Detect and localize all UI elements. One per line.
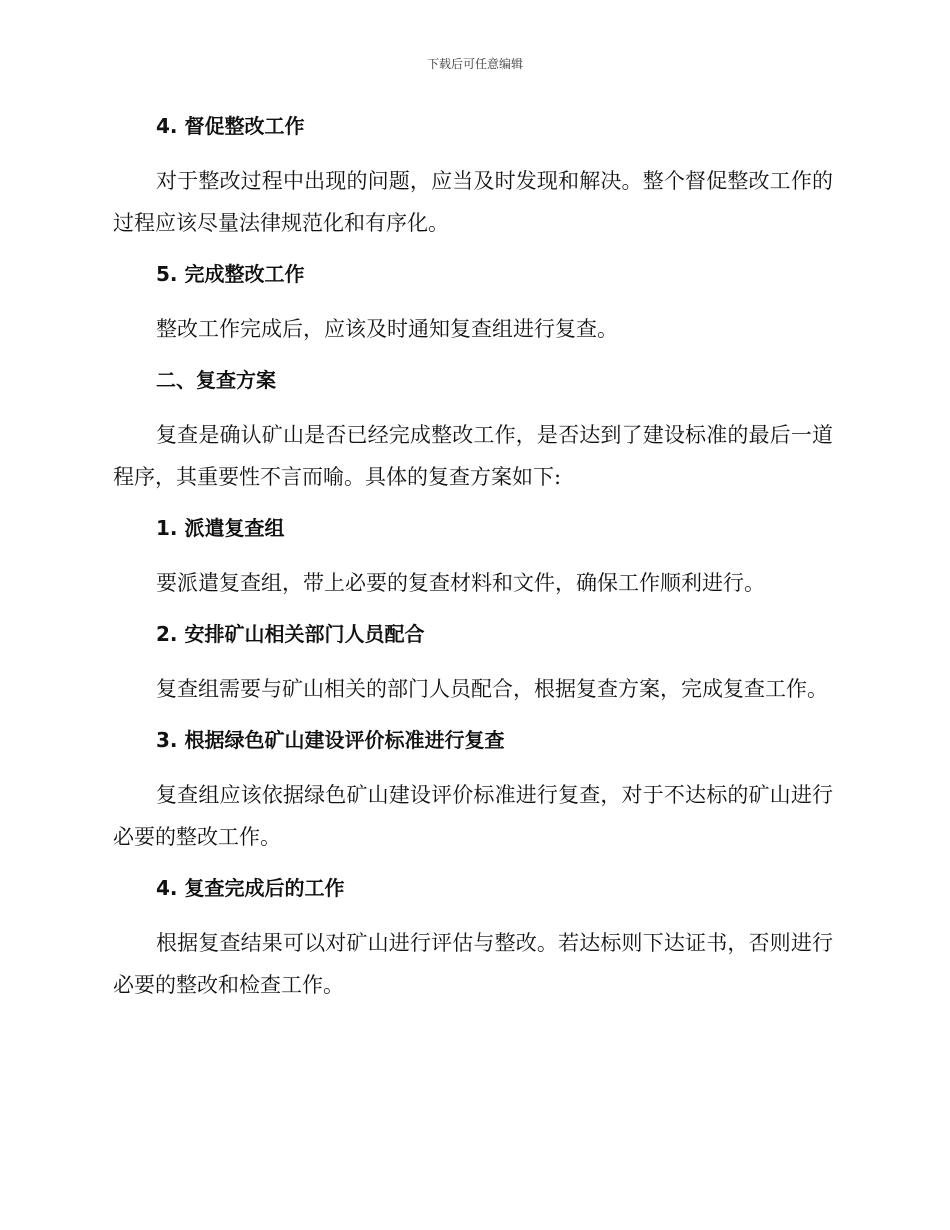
- paragraph-supervise-rectification: 对于整改过程中出现的问题，应当及时发现和解决。整个督促整改工作的过程应该尽量法律规范化和有序化。: [113, 169, 833, 235]
- heading-review-plan: 二、复查方案: [156, 368, 276, 392]
- paragraph-review-by-standard: 复查组应该依据绿色矿山建设评价标准进行复查，对于不达标的矿山进行必要的整改工作。: [113, 783, 833, 849]
- page-header: 下载后可任意编辑: [426, 57, 523, 71]
- paragraph-post-review-work: 根据复查结果可以对矿山进行评估与整改。若达标则下达证书，否则进行必要的整改和检查工作。: [113, 931, 833, 997]
- paragraph-review-plan: 复查是确认矿山是否已经完成整改工作，是否达到了建设标准的最后一道程序，其重要性不言而喻。具体的复查方案如下:: [113, 423, 833, 489]
- paragraph-complete-rectification: 整改工作完成后，应该及时通知复查组进行复查。: [156, 317, 618, 341]
- heading-complete-rectification: 5. 完成整改工作: [156, 262, 305, 286]
- heading-supervise-rectification: 4. 督促整改工作: [156, 114, 305, 138]
- heading-arrange-staff-cooperation: 2. 安排矿山相关部门人员配合: [156, 622, 425, 646]
- heading-post-review-work: 4. 复查完成后的工作: [156, 876, 345, 900]
- heading-review-by-standard: 3. 根据绿色矿山建设评价标准进行复查: [156, 728, 505, 752]
- heading-dispatch-review-team: 1. 派遣复查组: [156, 516, 285, 540]
- paragraph-arrange-staff-cooperation: 复查组需要与矿山相关的部门人员配合，根据复查方案，完成复查工作。: [156, 677, 828, 701]
- paragraph-dispatch-review-team: 要派遣复查组，带上必要的复查材料和文件，确保工作顺利进行。: [156, 571, 765, 595]
- document-body: [113, 110, 833, 1006]
